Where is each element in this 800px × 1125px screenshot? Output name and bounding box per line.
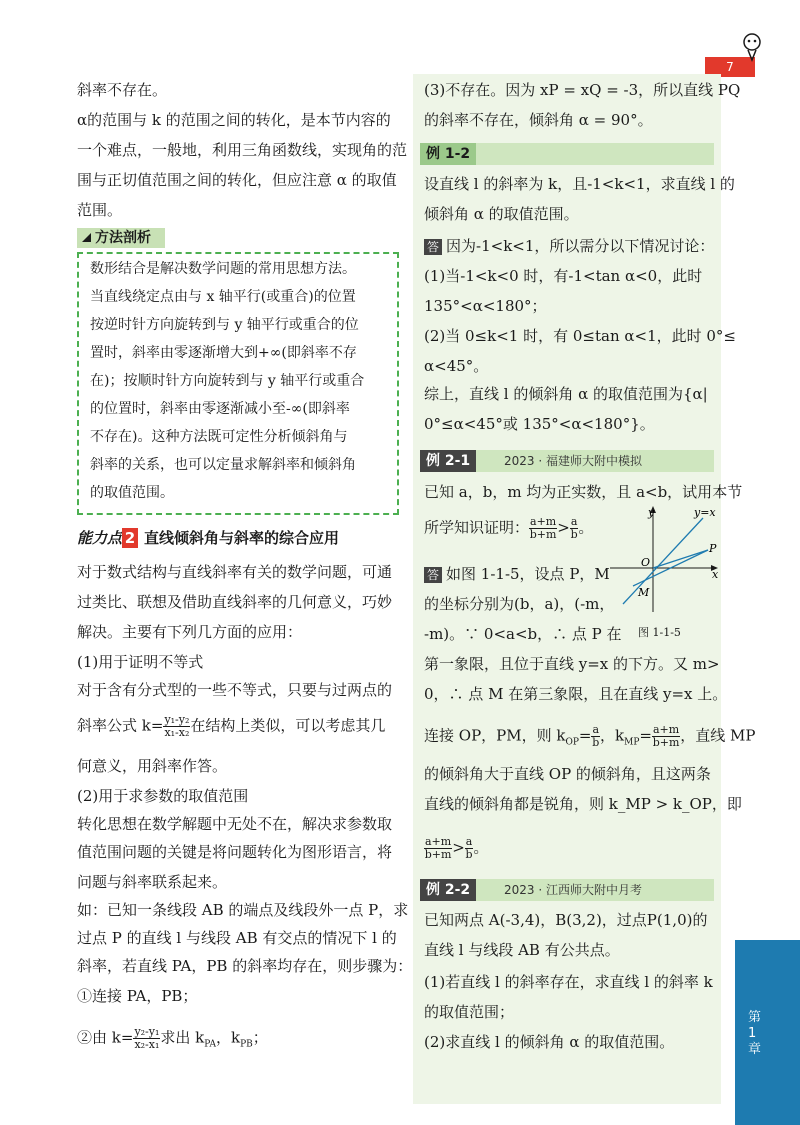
right-text-line: 直线 l 与线段 AB 有公共点。 [424,941,620,959]
fig-label-o: O [641,556,651,569]
figure-1-1-5 [608,504,720,614]
fraction-numerator: a+m [425,835,452,848]
example-2-1-bar [420,450,714,472]
greater-sign: > [452,838,465,857]
fraction-numerator: a [592,723,600,736]
left-text-line: 斜率，若直线 PA，PB 的斜率均存在，则步骤为： [77,957,413,975]
connect-mid: ，k [600,726,625,745]
right-text-line: 0°≤α<45°或 135°<α<180°}。 [424,415,655,433]
fraction [529,516,557,541]
fraction-numerator: a [465,835,473,848]
fig-label-y: y [648,506,655,519]
method-line: 当直线绕定点由与 x 轴平行(或重合)的位置 [90,289,356,305]
method-line: 的位置时，斜率由零逐渐减小至-∞(即斜率 [90,401,350,417]
period: 。 [578,518,594,537]
left-text-line: 过点 P 的直线 l 与线段 AB 有交点的情况下 l 的 [77,929,397,947]
left-text-line: 何意义，用斜率作答。 [77,757,228,775]
fig-label-x: x [712,568,719,581]
fraction-numerator: y₂-y₁ [134,1025,160,1038]
equals-sign: = [578,726,592,745]
left-text-line: ①连接 PA，PB； [77,987,198,1005]
left-text-line: (1)用于证明不等式 [77,653,204,671]
method-line: 斜率的关系，也可以定量求解斜率和倾斜角 [90,457,356,473]
example-source: 2023 · 江西师大附中月考 [504,883,642,897]
left-text-line: 转化思想在数学解题中无处不在，解决求参数取 [77,815,393,833]
method-line: 按逆时针方向旋转到与 y 轴平行或重合的位 [90,317,359,333]
step2-prefix: ②由 k= [77,1028,134,1047]
right-text-line: 的斜率不存在，倾斜角 α = 90°。 [424,111,653,129]
line-y-equals-x [623,518,703,604]
left-text-line: 问题与斜率联系起来。 [77,873,228,891]
example-label: 例 2-2 [420,879,476,901]
fraction-denominator: b+m [424,848,452,861]
answer-line [424,236,714,256]
fraction-numerator: a+m [653,723,680,736]
method-line: 置时，斜率由零逐渐增大到+∞(即斜率不存 [90,345,357,361]
ability-label: 能力点 [77,529,123,547]
step2-end: ； [252,1028,268,1047]
right-text-line: 的取值范围； [424,1003,515,1021]
ex21-connect-line [424,724,755,753]
left-text-line: 围与正切值范围之间的转化，但应注意 α 的取值 [77,171,397,189]
example-source: 2023 · 福建师大附中模拟 [504,454,642,468]
fraction [424,836,452,861]
ability-heading [77,528,339,548]
greater-sign: > [557,518,570,537]
answer-text: 如图 1-1-5，设点 P，M [446,565,610,583]
answer-badge: 答 [424,567,442,583]
example-2-2-bar [420,879,714,901]
step2-suffix: 求出 k [160,1028,205,1047]
step2-line [77,1026,268,1055]
right-text-line: 的倾斜角大于直线 OP 的倾斜角，且这两条 [424,765,711,783]
right-text-line: 已知两点 A(-3,4)，B(3,2)，过点P(1,0)的 [424,911,708,929]
line-op [653,550,708,568]
ex21-prove-prefix: 所学知识证明： [424,518,530,537]
left-text-line: 过类比、联想及借助直线斜率的几何意义，巧妙 [77,593,393,611]
right-text-line: 倾斜角 α 的取值范围。 [424,205,579,223]
right-text-line: 直线的倾斜角都是锐角，则 k_MP > k_OP，即 [424,795,742,813]
subscript: MP [624,737,640,748]
ex21-final-line [424,836,488,861]
answer-line [424,564,610,584]
answer-text: 因为-1<k<1，所以需分以下情况讨论： [446,237,715,255]
left-text-line: 解决。主要有下列几方面的应用： [77,623,303,641]
chapter-tab [735,940,800,1125]
fraction-denominator: b+m [652,736,680,749]
page-number: 7 [705,57,755,77]
triangle-icon [82,233,91,242]
method-heading-label: 方法剖析 [95,230,151,246]
figure-caption: 图 1-1-5 [638,626,681,639]
step2-mid: ，k [216,1028,241,1047]
fig-label-yx: y=x [694,506,716,519]
method-line: 的取值范围。 [90,485,174,501]
fraction-denominator: b [570,528,578,541]
left-text-line: 值范围问题的关键是将问题转化为图形语言，将 [77,843,393,861]
slope-formula-suffix: 在结构上类似，可以考虑其几 [190,716,386,735]
right-text-line: -m)。∵ 0<a<b，∴ 点 P 在 [424,625,622,643]
method-line: 不存在)。这种方法既可定性分析倾斜角与 [90,429,348,445]
mascot-icon [738,30,766,62]
fraction-denominator: x₁-x₂ [164,726,190,739]
connect-prefix: 连接 OP，PM，则 k [424,726,566,745]
left-text-line: 一个难点，一般地，利用三角函数线，实现角的范 [77,141,408,159]
fraction-denominator: b [465,848,473,861]
subscript: PB [240,1039,253,1050]
fraction-numerator: a+m [530,515,557,528]
right-text-line: (3)不存在。因为 xP = xQ = -3，所以直线 PQ [424,81,741,99]
fraction-numerator: y₁-y₂ [164,713,190,726]
equals-sign: = [639,726,652,745]
fraction [652,724,680,749]
example-1-2-bar [420,143,714,165]
right-text-line: 0，∴ 点 M 在第三象限，且在直线 y=x 上。 [424,685,728,703]
chapter-tab-label: 第1章 [748,1010,762,1057]
fig-label-m: M [638,586,650,599]
left-text-line: α的范围与 k 的范围之间的转化，是本节内容的 [77,111,391,129]
right-text-line: 综上，直线 l 的倾斜角 α 的取值范围为{α| [424,385,708,403]
method-line: 在)；按顺时针方向旋转到与 y 轴平行或重合 [90,373,365,389]
right-text-line: 135°<α<180°； [424,297,547,315]
right-text-line: (2)求直线 l 的倾斜角 α 的取值范围。 [424,1033,675,1051]
answer-badge: 答 [424,239,442,255]
fraction-numerator: a [570,515,578,528]
slope-formula-prefix: 斜率公式 k= [77,716,164,735]
ability-title: 直线倾斜角与斜率的综合应用 [144,529,340,547]
left-text-line: 对于含有分式型的一些不等式，只要与过两点的 [77,681,393,699]
example-label: 例 2-1 [420,450,476,472]
fraction-denominator: x₂-x₁ [134,1038,160,1051]
right-text-line: 第一象限，且位于直线 y=x 的下方。又 m> [424,655,720,673]
period: 。 [473,838,489,857]
step2-fraction [133,1026,160,1051]
connect-end: ，直线 MP [680,726,756,745]
subscript: PA [204,1039,216,1050]
right-text-line: α<45°。 [424,357,489,375]
left-text-line: 斜率不存在。 [77,81,168,99]
left-text-line: 范围。 [77,201,123,219]
ex21-prove-line [424,516,593,541]
fraction-denominator: b [592,736,600,749]
left-text-line: 对于数式结构与直线斜率有关的数学问题，可通 [77,563,393,581]
method-heading [77,228,165,248]
example-label: 例 1-2 [420,143,476,165]
fig-label-p: P [709,542,717,555]
left-text-line: (2)用于求参数的取值范围 [77,787,249,805]
right-text-line: (2)当 0≤k<1 时，有 0≤tan α<1，此时 0°≤ [424,327,736,345]
right-text-line: 设直线 l 的斜率为 k，且-1<k<1，求直线 l 的 [424,175,735,193]
right-text-line: 的坐标分别为(b，a)，(-m， [424,595,615,613]
subscript: OP [565,737,579,748]
right-text-line: 已知 a，b，m 均为正实数，且 a<b，试用本节 [424,483,743,501]
fraction-denominator: b+m [529,528,557,541]
right-text-line: (1)若直线 l 的斜率存在，求直线 l 的斜率 k [424,973,713,991]
ability-number: 2 [122,528,138,548]
fraction [591,724,600,749]
slope-formula-line [77,714,385,739]
left-text-line: 如：已知一条线段 AB 的端点及线段外一点 P，求 [77,901,409,919]
right-text-line: (1)当-1<k<0 时，有-1<tan α<0，此时 [424,267,703,285]
method-line: 数形结合是解决数学问题的常用思想方法。 [90,261,356,277]
slope-formula-fraction [163,714,190,739]
